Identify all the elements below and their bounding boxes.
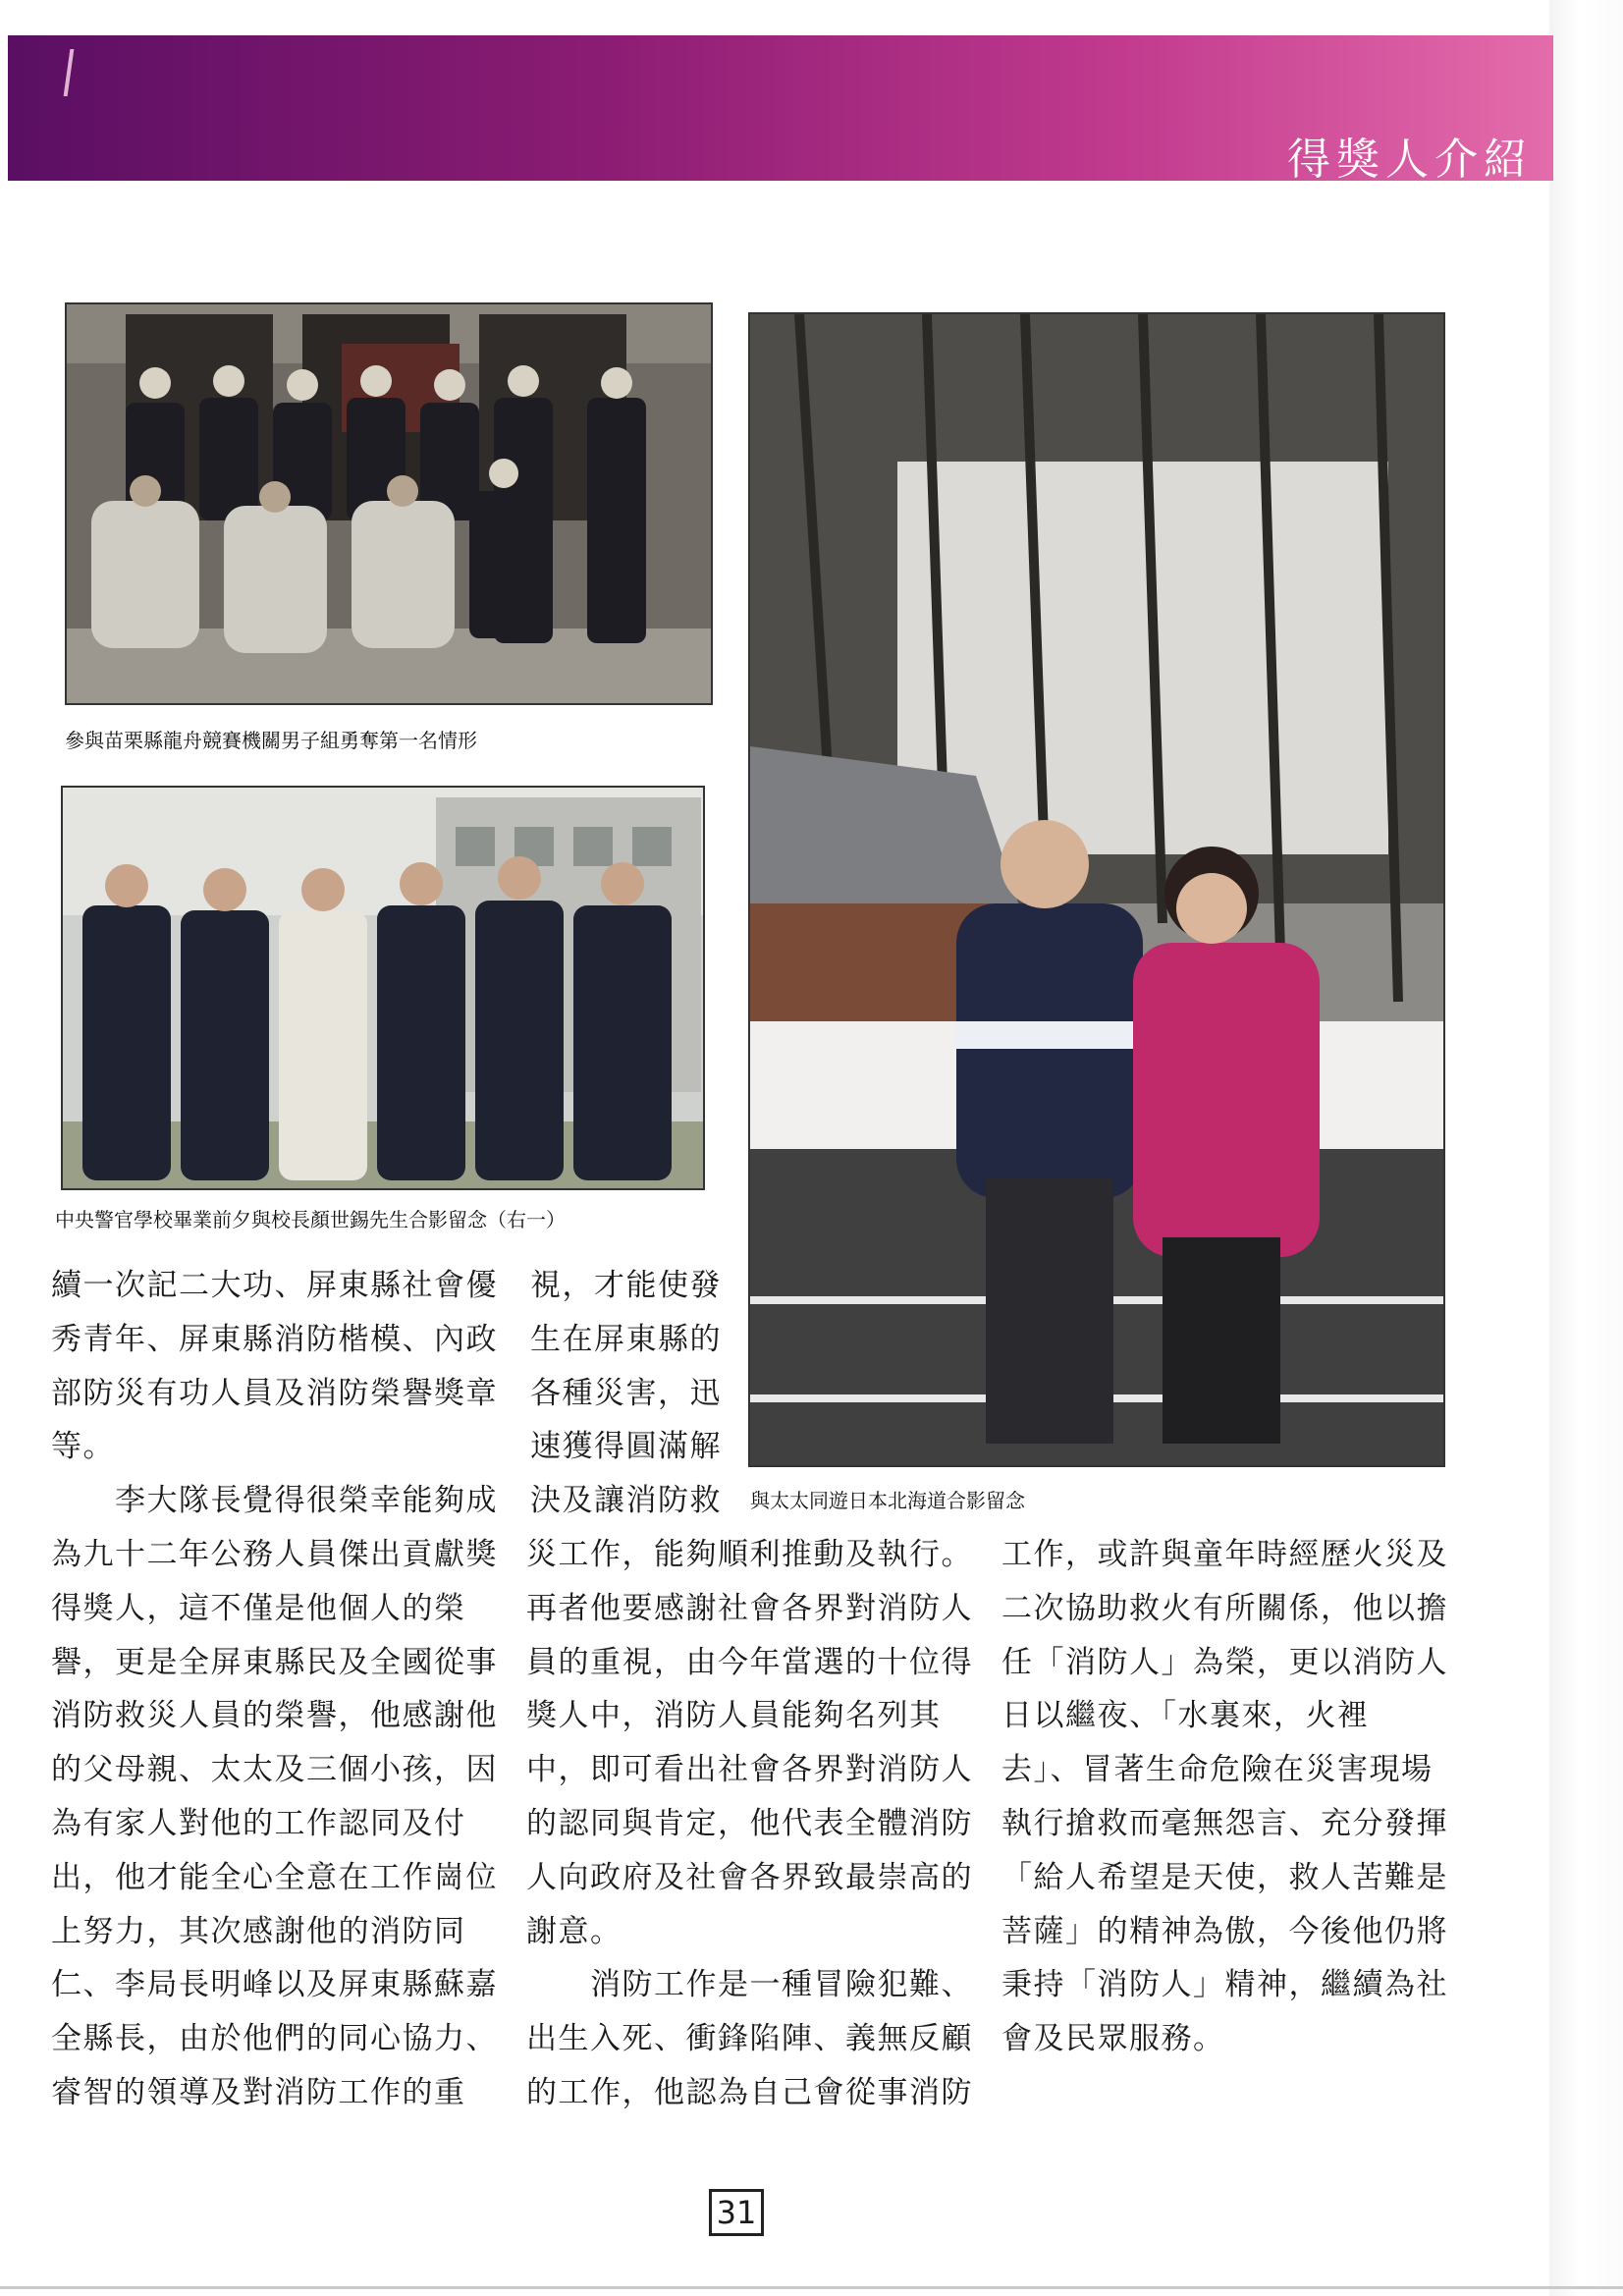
body-line: 決及讓消防救 bbox=[530, 1483, 722, 1519]
body-line: 部防災有功人員及消防榮譽獎章 bbox=[51, 1375, 498, 1411]
body-line: 任「消防人」為榮，更以消防人 bbox=[1001, 1644, 1448, 1680]
page-edge-shadow bbox=[1549, 0, 1623, 2296]
body-line: 災工作，能夠順利推動及執行。 bbox=[526, 1537, 973, 1572]
body-line: 出生入死、衝鋒陷陣、義無反顧 bbox=[526, 2021, 973, 2057]
body-line: 出，他才能全心全意在工作崗位 bbox=[51, 1859, 498, 1895]
body-line: 譽，更是全屏東縣民及全國從事 bbox=[51, 1644, 498, 1680]
body-line: 的工作，他認為自己會從事消防 bbox=[526, 2074, 973, 2110]
body-line: 等。 bbox=[51, 1429, 115, 1465]
body-line: 速獲得圓滿解 bbox=[530, 1429, 722, 1465]
graduation-group-photo bbox=[61, 786, 705, 1190]
body-line: 日以繼夜、「水裏來，火裡 bbox=[1001, 1698, 1370, 1734]
body-column-2-top bbox=[530, 1259, 722, 1528]
body-column-2 bbox=[526, 1528, 973, 2120]
body-line: 李大隊長覺得很榮幸能夠成 bbox=[51, 1483, 498, 1519]
body-line: 上努力，其次感謝他的消防同 bbox=[51, 1913, 466, 1949]
body-line: 獎人中，消防人員能夠名列其 bbox=[526, 1698, 942, 1734]
photo-caption-hokkaido: 與太太同遊日本北海道合影留念 bbox=[750, 1489, 1025, 1512]
bottom-rule bbox=[0, 2286, 1623, 2289]
body-line: 的認同與肯定，他代表全體消防 bbox=[526, 1805, 973, 1841]
body-line: 再者他要感謝社會各界對消防人 bbox=[526, 1590, 973, 1626]
body-line: 的父母親、太太及三個小孩，因 bbox=[51, 1752, 498, 1788]
body-line: 會及民眾服務。 bbox=[1001, 2021, 1225, 2057]
body-line: 續一次記二大功、屏東縣社會優 bbox=[51, 1268, 498, 1303]
graduation-group-image bbox=[63, 788, 703, 1188]
body-line: 秀青年、屏東縣消防楷模、內政 bbox=[51, 1321, 498, 1357]
body-line: 二次協助救火有所關係，他以擔 bbox=[1001, 1590, 1448, 1626]
body-line: 謝意。 bbox=[526, 1913, 622, 1949]
body-line: 工作，或許與童年時經歷火災及 bbox=[1001, 1537, 1448, 1572]
body-line: 消防救災人員的榮譽，他感謝他 bbox=[51, 1698, 498, 1734]
body-line: 視，才能使發 bbox=[530, 1268, 722, 1303]
body-line: 人向政府及社會各界致最崇高的 bbox=[526, 1859, 973, 1895]
body-line: 執行搶救而毫無怨言、充分發揮 bbox=[1001, 1805, 1448, 1841]
body-line: 為有家人對他的工作認同及付 bbox=[51, 1805, 466, 1841]
body-line: 去」、冒著生命危險在災害現場 bbox=[1001, 1752, 1434, 1788]
hokkaido-couple-image bbox=[750, 314, 1443, 1465]
body-column-1 bbox=[51, 1259, 498, 2120]
body-line: 為九十二年公務人員傑出貢獻獎 bbox=[51, 1536, 498, 1572]
firefighters-team-image bbox=[67, 304, 711, 703]
firefighters-team-photo bbox=[65, 302, 713, 705]
body-line: 睿智的領導及對消防工作的重 bbox=[51, 2074, 466, 2110]
header-accent-mark bbox=[64, 49, 75, 96]
body-line: 各種災害，迅 bbox=[530, 1375, 722, 1411]
photo-caption-firefighters: 參與苗栗縣龍舟競賽機關男子組勇奪第一名情形 bbox=[65, 729, 477, 752]
body-line: 生在屏東縣的 bbox=[530, 1321, 722, 1357]
photo-caption-graduation: 中央警官學校畢業前夕與校長顏世錫先生合影留念（右一） bbox=[55, 1208, 566, 1231]
body-line: 秉持「消防人」精神，繼續為社 bbox=[1001, 1967, 1448, 2003]
body-line: 全縣長，由於他們的同心協力、 bbox=[51, 2021, 498, 2057]
body-line: 仁、李局長明峰以及屏東縣蘇嘉 bbox=[51, 1967, 498, 2003]
body-line: 得獎人，這不僅是他個人的榮 bbox=[51, 1590, 466, 1626]
body-column-3 bbox=[1001, 1528, 1448, 2066]
body-line: 「給人希望是天使，救人苦難是 bbox=[1001, 1859, 1448, 1895]
body-line: 菩薩」的精神為傲，今後他仍將 bbox=[1001, 1913, 1448, 1949]
section-title: 得獎人介紹 bbox=[1287, 135, 1533, 185]
page-number: 31 bbox=[709, 2189, 764, 2236]
body-line: 員的重視，由今年當選的十位得 bbox=[526, 1644, 973, 1680]
body-line: 中，即可看出社會各界對消防人 bbox=[526, 1752, 973, 1788]
hokkaido-couple-photo bbox=[748, 312, 1445, 1467]
body-line: 消防工作是一種冒險犯難、 bbox=[526, 1967, 973, 2003]
